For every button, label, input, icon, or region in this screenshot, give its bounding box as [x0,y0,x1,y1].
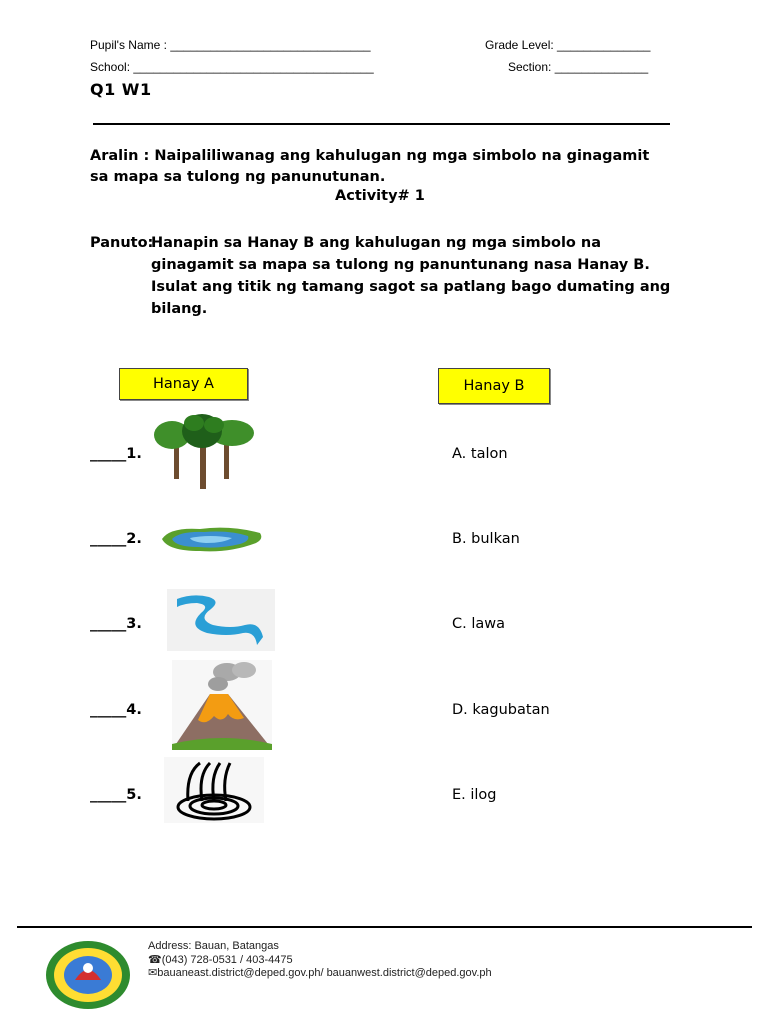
hanay-a-header [119,368,248,400]
aralin-text: Aralin : Naipaliliwanag ang kahulugan ng mga simbolo na ginagamit sa mapa sa tulong ng panunutunan. [90,148,650,185]
hanay-a-label: Hanay A [153,376,214,392]
item-number-3: _____3. [90,616,142,632]
choice-e: E. ilog [452,787,497,803]
grade-level-field: Grade Level: ______________ [485,38,651,52]
waterfall-icon [164,757,264,823]
choice-a: A. talon [452,446,508,462]
quarter-week-label: Q1 W1 [90,80,152,99]
panuto-label: Panuto: [90,235,154,251]
panuto-text: Hanapin sa Hanay B ang kahulugan ng mga simbolo na ginagamit sa mapa sa tulong ng panuntunang nasa Hanay B. Isulat ang titik ng tamang sagot sa patlang bago dumating ang bilang. [151,235,671,317]
pupil-name-field: Pupil's Name : ______________________________ [90,38,371,52]
footer-divider [17,926,752,928]
hanay-b-label: Hanay B [463,378,525,394]
item-number-4: _____4. [90,702,142,718]
volcano-icon [172,660,272,750]
forest-icon [150,413,258,491]
hanay-b-header [438,368,550,404]
footer-address: Address: Bauan, Batangas [148,940,279,952]
choice-b: B. bulkan [452,531,520,547]
choice-c: C. lawa [452,616,506,632]
footer-phone: ☎(043) 728-0531 / 403-4475 [148,954,293,966]
section-field: Section: ______________ [508,60,649,74]
item-number-2: _____2. [90,531,142,547]
river-icon [167,589,275,651]
item-number-1: _____1. [90,446,142,462]
item-number-5: _____5. [90,787,142,803]
footer-email: ✉bauaneast.district@deped.gov.ph/ bauanwest.district@deped.gov.ph [148,967,492,979]
school-field: School: ____________________________________ [90,60,374,74]
lake-icon [160,525,264,553]
choice-d: D. kagubatan [452,702,550,718]
activity-title: Activity# 1 [335,188,425,204]
top-divider [93,123,670,125]
district-seal-icon [45,940,131,1010]
